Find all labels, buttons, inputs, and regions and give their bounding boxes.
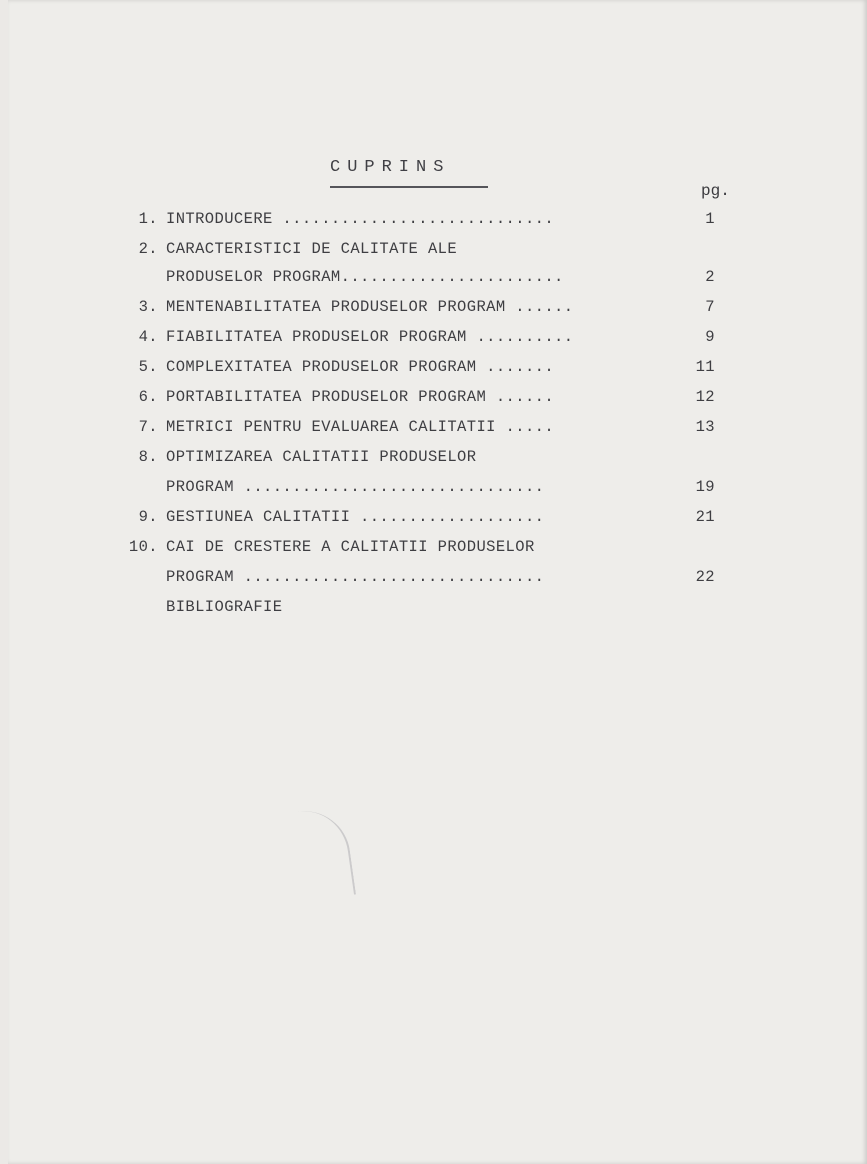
toc-entry-page: 19: [695, 478, 715, 496]
toc-entry-number: 8.: [138, 448, 158, 466]
toc-entry-page: 21: [695, 508, 715, 526]
toc-entry-title: GESTIUNEA CALITATII ...................: [166, 508, 545, 526]
toc-entry-title: CAI DE CRESTERE A CALITATII PRODUSELOR: [166, 538, 535, 556]
document-page: [8, 0, 867, 1164]
toc-entry-number: 1.: [138, 210, 158, 228]
toc-entry-number: 10.: [128, 538, 158, 556]
toc-entry-number: 9.: [138, 508, 158, 526]
toc-entry-page: 7: [705, 298, 715, 316]
toc-entry-page: 13: [695, 418, 715, 436]
paper-mark: [298, 805, 356, 901]
toc-entry-title: FIABILITATEA PRODUSELOR PROGRAM ..........: [166, 328, 574, 346]
toc-entry-number: 2.: [138, 240, 158, 258]
toc-entry-title-continued: PROGRAM ...............................: [166, 478, 545, 496]
toc-entry-number: 3.: [138, 298, 158, 316]
toc-entry-title: OPTIMIZAREA CALITATII PRODUSELOR: [166, 448, 477, 466]
toc-entry-title: METRICI PENTRU EVALUAREA CALITATII .....: [166, 418, 555, 436]
toc-entry-page: 9: [705, 328, 715, 346]
toc-entry-title: CARACTERISTICI DE CALITATE ALE: [166, 240, 458, 258]
toc-entry-page: 11: [695, 358, 715, 376]
toc-entry-number: 7.: [138, 418, 158, 436]
toc-entry-number: 4.: [138, 328, 158, 346]
toc-bibliography: BIBLIOGRAFIE: [166, 598, 283, 616]
toc-entry-title: MENTENABILITATEA PRODUSELOR PROGRAM ......: [166, 298, 574, 316]
toc-entry-title-continued: PRODUSELOR PROGRAM.......................: [166, 268, 564, 286]
page-column-header: pg.: [701, 182, 730, 200]
toc-entry-page: 12: [695, 388, 715, 406]
toc-entry-title-continued: PROGRAM ...............................: [166, 568, 545, 586]
toc-entry-title: COMPLEXITATEA PRODUSELOR PROGRAM .......: [166, 358, 555, 376]
toc-entry-number: 6.: [138, 388, 158, 406]
page-title: CUPRINS: [330, 158, 451, 177]
toc-entry-number: 5.: [138, 358, 158, 376]
title-underline: [330, 186, 488, 188]
toc-entry-page: 2: [705, 268, 715, 286]
toc-entry-title: PORTABILITATEA PRODUSELOR PROGRAM ......: [166, 388, 555, 406]
toc-entry-page: 1: [705, 210, 715, 228]
toc-entry-page: 22: [695, 568, 715, 586]
toc-entry-title: INTRODUCERE ............................: [166, 210, 555, 228]
